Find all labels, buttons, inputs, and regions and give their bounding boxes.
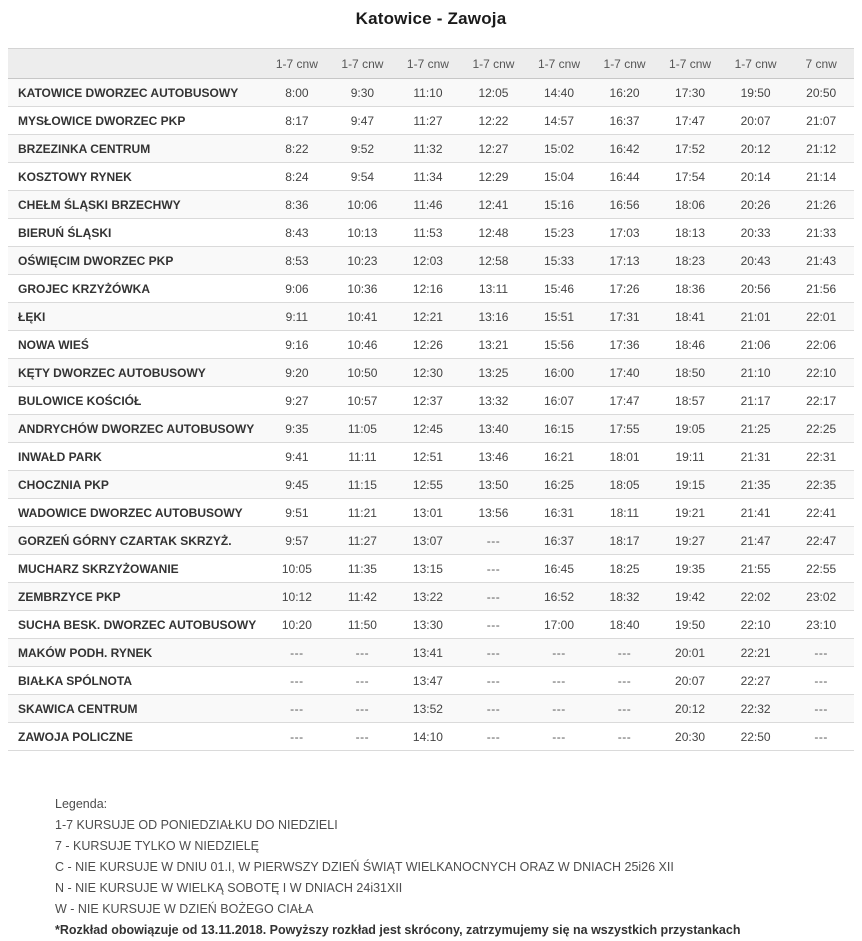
time-cell: 18:57 (675, 393, 706, 408)
time-cell: 13:56 (478, 505, 509, 520)
stop-name-cell: MYSŁOWICE DWORZEC PKP (18, 113, 186, 128)
time-cell: 22:55 (806, 561, 837, 576)
time-cell: 11:50 (347, 617, 377, 632)
stop-name-cell: GORZEŃ GÓRNY CZARTAK SKRZYŻ. (18, 533, 232, 548)
timetable-head (8, 49, 854, 79)
time-cell: 8:00 (285, 85, 309, 100)
stop-name-cell: KOSZTOWY RYNEK (18, 169, 132, 184)
table-row (8, 303, 854, 331)
time-cell: 18:01 (609, 449, 640, 464)
time-cell: 8:53 (285, 253, 309, 268)
stop-name-cell: OŚWIĘCIM DWORZEC PKP (18, 253, 174, 268)
time-cell: 21:47 (740, 533, 771, 548)
column-header: 1-7 cnw (461, 49, 527, 79)
time-cell: 21:12 (806, 141, 837, 156)
stop-name-cell: SUCHA BESK. DWORZEC AUTOBUSOWY (18, 617, 257, 632)
table-row (8, 331, 854, 359)
time-cell: 11:32 (413, 141, 443, 156)
time-cell: 13:21 (478, 337, 509, 352)
table-row (8, 107, 854, 135)
stop-name-cell: MUCHARZ SKRZYŻOWANIE (18, 561, 179, 576)
time-cell: 12:48 (478, 225, 509, 240)
legend-lines (55, 815, 862, 920)
time-cell: 19:21 (675, 505, 706, 520)
time-cell: 14:57 (543, 113, 575, 128)
no-service-cell: --- (552, 645, 566, 660)
time-cell: 20:26 (740, 197, 771, 212)
time-cell: 11:46 (413, 197, 443, 212)
no-service-cell: --- (617, 673, 632, 688)
table-row (8, 79, 854, 107)
legend (55, 794, 862, 941)
time-cell: 18:40 (609, 617, 640, 632)
time-cell: 11:10 (413, 85, 443, 100)
time-cell: 11:53 (413, 225, 443, 240)
table-row (8, 415, 854, 443)
time-cell: 22:41 (806, 505, 837, 520)
time-cell: 18:41 (675, 309, 706, 324)
time-cell: 17:52 (675, 141, 706, 156)
stop-name-cell: INWAŁD PARK (18, 449, 102, 464)
column-header: 1-7 cnw (264, 49, 330, 79)
time-cell: 15:56 (543, 337, 575, 352)
time-cell: 18:32 (609, 589, 640, 604)
time-cell: 12:21 (412, 309, 443, 324)
time-cell: 15:33 (543, 253, 575, 268)
time-cell: 17:03 (609, 225, 640, 240)
no-service-cell: --- (290, 673, 304, 688)
time-cell: 15:04 (543, 169, 575, 184)
time-cell: 12:45 (412, 421, 443, 436)
time-cell: 10:46 (347, 337, 378, 352)
time-cell: 12:03 (412, 253, 443, 268)
timetable (8, 48, 854, 751)
no-service-cell: --- (290, 729, 304, 744)
time-cell: 16:37 (543, 533, 575, 548)
time-cell: 17:30 (675, 85, 706, 100)
time-cell: 11:05 (347, 421, 377, 436)
table-row (8, 219, 854, 247)
time-cell: 22:35 (806, 477, 837, 492)
no-service-cell: --- (814, 673, 828, 688)
time-cell: 18:25 (609, 561, 640, 576)
legend-line: W - NIE KURSUJE W DZIEŃ BOŻEGO CIAŁA (55, 902, 314, 916)
time-cell: 20:43 (740, 253, 771, 268)
no-service-cell: --- (552, 673, 566, 688)
time-cell: 21:35 (740, 477, 771, 492)
time-cell: 11:15 (347, 477, 377, 492)
stop-name-cell: BRZEZINKA CENTRUM (18, 141, 151, 156)
table-row (8, 163, 854, 191)
time-cell: 16:20 (609, 85, 640, 100)
stop-name-cell: CHEŁM ŚLĄSKI BRZECHWY (18, 197, 181, 212)
no-service-cell: --- (355, 673, 370, 688)
time-cell: 18:46 (675, 337, 706, 352)
time-cell: 13:25 (478, 365, 509, 380)
time-cell: 18:17 (609, 533, 640, 548)
time-cell: 20:56 (740, 281, 771, 296)
no-service-cell: --- (355, 729, 370, 744)
time-cell: 15:46 (543, 281, 575, 296)
time-cell: 21:17 (740, 393, 771, 408)
time-cell: 21:01 (740, 309, 771, 324)
stop-column-header (8, 49, 264, 79)
table-row (8, 499, 854, 527)
no-service-cell: --- (290, 645, 304, 660)
stop-name-cell: CHOCZNIA PKP (18, 477, 109, 492)
no-service-cell: --- (552, 729, 566, 744)
time-cell: 13:46 (478, 449, 509, 464)
time-cell: 16:25 (543, 477, 575, 492)
time-cell: 14:10 (412, 729, 443, 744)
no-service-cell: --- (486, 533, 501, 548)
stop-name-cell: ŁĘKI (18, 309, 46, 324)
table-row (8, 723, 854, 751)
time-cell: 9:51 (285, 505, 309, 520)
no-service-cell: --- (486, 673, 501, 688)
table-row (8, 191, 854, 219)
table-row (8, 387, 854, 415)
time-cell: 9:30 (350, 85, 375, 100)
time-cell: 20:01 (675, 645, 706, 660)
time-cell: 18:06 (675, 197, 706, 212)
time-cell: 9:54 (350, 169, 375, 184)
no-service-cell: --- (617, 729, 632, 744)
time-cell: 11:11 (348, 449, 377, 464)
time-cell: 18:36 (675, 281, 706, 296)
time-cell: 10:06 (347, 197, 378, 212)
time-cell: 19:27 (675, 533, 706, 548)
time-cell: 11:35 (347, 561, 377, 576)
time-cell: 15:23 (543, 225, 575, 240)
time-cell: 9:47 (350, 113, 375, 128)
time-cell: 13:47 (412, 673, 443, 688)
table-row (8, 471, 854, 499)
time-cell: 22:25 (806, 421, 837, 436)
stop-name-cell: BIERUŃ ŚLĄSKI (18, 225, 112, 240)
time-cell: 22:47 (806, 533, 837, 548)
legend-heading: Legenda: (55, 797, 108, 811)
no-service-cell: --- (486, 645, 501, 660)
time-cell: 22:17 (806, 393, 837, 408)
table-row (8, 695, 854, 723)
time-cell: 10:50 (347, 365, 378, 380)
time-cell: 8:36 (285, 197, 309, 212)
timetable-body (8, 79, 854, 751)
time-cell: 17:26 (609, 281, 640, 296)
time-cell: 10:36 (347, 281, 378, 296)
column-header: 1-7 cnw (723, 49, 789, 79)
legend-note: *Rozkład obowiązuje od 13.11.2018. Powyższy rozkład jest skrócony, zatrzymujemy się na wszystkich przystankach (55, 923, 741, 937)
time-cell: 13:15 (412, 561, 443, 576)
no-service-cell: --- (486, 589, 501, 604)
time-cell: 13:22 (412, 589, 443, 604)
table-row (8, 611, 854, 639)
time-cell: 16:15 (543, 421, 575, 436)
time-cell: 15:51 (543, 309, 575, 324)
time-cell: 10:23 (347, 253, 378, 268)
stop-name-cell: NOWA WIEŚ (18, 337, 89, 352)
time-cell: 16:21 (543, 449, 575, 464)
time-cell: 12:51 (412, 449, 443, 464)
time-cell: 9:06 (285, 281, 309, 296)
time-cell: 11:27 (413, 113, 443, 128)
column-header: 7 cnw (788, 49, 854, 79)
time-cell: 12:55 (412, 477, 443, 492)
legend-line: C - NIE KURSUJE W DNIU 01.I, W PIERWSZY DZIEŃ ŚWIĄT WIELKANOCNYCH ORAZ W DNIACH 25i26 XII (55, 860, 674, 874)
stop-name-cell: KĘTY DWORZEC AUTOBUSOWY (18, 365, 206, 380)
stop-name-cell: WADOWICE DWORZEC AUTOBUSOWY (18, 505, 243, 520)
table-row (8, 639, 854, 667)
no-service-cell: --- (355, 645, 370, 660)
column-header: 1-7 cnw (657, 49, 723, 79)
time-cell: 13:01 (412, 505, 443, 520)
no-service-cell: --- (617, 645, 632, 660)
time-cell: 8:24 (285, 169, 309, 184)
time-cell: 17:40 (609, 365, 640, 380)
time-cell: 21:25 (740, 421, 771, 436)
table-row (8, 247, 854, 275)
time-cell: 9:45 (285, 477, 309, 492)
time-cell: 10:41 (347, 309, 378, 324)
time-cell: 17:31 (609, 309, 640, 324)
time-cell: 21:56 (806, 281, 837, 296)
time-cell: 22:50 (740, 729, 771, 744)
time-cell: 22:32 (740, 701, 771, 716)
time-cell: 14:40 (543, 85, 575, 100)
legend-line: 7 - KURSUJE TYLKO W NIEDZIELĘ (55, 839, 259, 853)
time-cell: 21:31 (740, 449, 771, 464)
time-cell: 15:02 (543, 141, 575, 156)
time-cell: 11:42 (347, 589, 377, 604)
stop-name-cell: ANDRYCHÓW DWORZEC AUTOBUSOWY (18, 421, 255, 436)
time-cell: 20:07 (740, 113, 771, 128)
time-cell: 22:27 (740, 673, 771, 688)
time-cell: 11:34 (413, 169, 443, 184)
time-cell: 21:26 (806, 197, 837, 212)
time-cell: 20:50 (806, 85, 837, 100)
time-cell: 12:41 (478, 197, 509, 212)
time-cell: 13:30 (412, 617, 443, 632)
time-cell: 12:30 (412, 365, 443, 380)
time-cell: 16:44 (609, 169, 640, 184)
no-service-cell: --- (552, 701, 566, 716)
stop-name-cell: GROJEC KRZYŻÓWKA (18, 281, 150, 296)
column-header: 1-7 cnw (526, 49, 592, 79)
time-cell: 13:52 (412, 701, 443, 716)
time-cell: 22:01 (806, 309, 837, 324)
no-service-cell: --- (814, 701, 828, 716)
column-header: 1-7 cnw (395, 49, 461, 79)
time-cell: 10:20 (281, 617, 312, 632)
time-cell: 9:52 (350, 141, 375, 156)
time-cell: 10:05 (281, 561, 312, 576)
time-cell: 20:14 (740, 169, 771, 184)
time-cell: 10:12 (281, 589, 312, 604)
time-cell: 13:11 (478, 281, 509, 296)
time-cell: 22:21 (740, 645, 771, 660)
time-cell: 16:52 (543, 589, 575, 604)
time-cell: 17:47 (675, 113, 706, 128)
stop-name-cell: BULOWICE KOŚCIÓŁ (18, 393, 142, 408)
time-cell: 17:55 (609, 421, 640, 436)
time-cell: 8:17 (285, 113, 309, 128)
time-cell: 12:29 (478, 169, 509, 184)
time-cell: 19:35 (675, 561, 706, 576)
time-cell: 21:33 (806, 225, 837, 240)
no-service-cell: --- (617, 701, 632, 716)
table-row (8, 135, 854, 163)
table-row (8, 527, 854, 555)
time-cell: 17:00 (543, 617, 575, 632)
time-cell: 12:26 (412, 337, 443, 352)
time-cell: 21:55 (740, 561, 771, 576)
time-cell: 16:42 (609, 141, 640, 156)
time-cell: 20:30 (675, 729, 706, 744)
time-cell: 21:14 (806, 169, 837, 184)
stop-name-cell: MAKÓW PODH. RYNEK (18, 645, 153, 660)
time-cell: 16:00 (543, 365, 575, 380)
time-cell: 23:10 (806, 617, 837, 632)
time-cell: 22:10 (806, 365, 837, 380)
time-cell: 18:11 (609, 505, 640, 520)
time-cell: 16:56 (609, 197, 640, 212)
table-row (8, 443, 854, 471)
time-cell: 11:27 (347, 533, 377, 548)
no-service-cell: --- (355, 701, 370, 716)
time-cell: 21:41 (740, 505, 771, 520)
time-cell: 22:06 (806, 337, 837, 352)
time-cell: 18:13 (675, 225, 706, 240)
time-cell: 17:13 (609, 253, 640, 268)
header-row (8, 49, 854, 79)
time-cell: 9:20 (285, 365, 309, 380)
no-service-cell: --- (486, 561, 501, 576)
time-cell: 23:02 (806, 589, 837, 604)
time-cell: 19:50 (740, 85, 771, 100)
no-service-cell: --- (290, 701, 304, 716)
time-cell: 13:41 (412, 645, 443, 660)
time-cell: 9:11 (285, 309, 309, 324)
time-cell: 20:33 (740, 225, 771, 240)
time-cell: 20:12 (740, 141, 771, 156)
time-cell: 12:27 (478, 141, 509, 156)
time-cell: 8:22 (285, 141, 309, 156)
time-cell: 20:12 (675, 701, 706, 716)
table-row (8, 359, 854, 387)
table-row (8, 583, 854, 611)
column-header: 1-7 cnw (592, 49, 658, 79)
time-cell: 16:31 (543, 505, 575, 520)
time-cell: 16:45 (543, 561, 575, 576)
time-cell: 9:27 (285, 393, 309, 408)
time-cell: 12:37 (412, 393, 443, 408)
time-cell: 21:10 (740, 365, 771, 380)
page-title: Katowice - Zawoja (355, 9, 507, 28)
no-service-cell: --- (486, 729, 501, 744)
time-cell: 11:21 (347, 505, 377, 520)
time-cell: 13:32 (478, 393, 509, 408)
legend-line: N - NIE KURSUJE W WIELKĄ SOBOTĘ I W DNIACH 24i31XII (55, 881, 403, 895)
time-cell: 17:54 (675, 169, 706, 184)
time-cell: 13:40 (478, 421, 509, 436)
time-cell: 19:50 (675, 617, 706, 632)
time-cell: 17:47 (609, 393, 640, 408)
time-cell: 19:42 (675, 589, 706, 604)
stop-name-cell: ZAWOJA POLICZNE (18, 729, 133, 744)
time-cell: 22:31 (806, 449, 837, 464)
time-cell: 16:37 (609, 113, 640, 128)
time-cell: 12:05 (478, 85, 509, 100)
time-cell: 17:36 (609, 337, 640, 352)
stop-name-cell: BIAŁKA SPÓLNOTA (18, 673, 132, 688)
no-service-cell: --- (814, 729, 828, 744)
time-cell: 19:15 (675, 477, 706, 492)
time-cell: 20:07 (675, 673, 706, 688)
time-cell: 15:16 (543, 197, 575, 212)
time-cell: 16:07 (543, 393, 575, 408)
time-cell: 10:57 (347, 393, 378, 408)
time-cell: 13:16 (478, 309, 509, 324)
column-header: 1-7 cnw (330, 49, 396, 79)
stop-name-cell: KATOWICE DWORZEC AUTOBUSOWY (18, 85, 239, 100)
no-service-cell: --- (814, 645, 828, 660)
table-row (8, 667, 854, 695)
no-service-cell: --- (486, 617, 501, 632)
time-cell: 9:41 (285, 449, 309, 464)
time-cell: 18:23 (675, 253, 706, 268)
time-cell: 12:16 (412, 281, 443, 296)
time-cell: 18:50 (675, 365, 706, 380)
no-service-cell: --- (486, 701, 501, 716)
time-cell: 9:57 (285, 533, 309, 548)
time-cell: 13:07 (412, 533, 443, 548)
stop-name-cell: SKAWICA CENTRUM (18, 701, 138, 716)
time-cell: 12:58 (478, 253, 509, 268)
time-cell: 22:10 (740, 617, 771, 632)
time-cell: 12:22 (478, 113, 509, 128)
table-row (8, 275, 854, 303)
time-cell: 8:43 (285, 225, 309, 240)
time-cell: 21:07 (806, 113, 837, 128)
stop-name-cell: ZEMBRZYCE PKP (18, 589, 121, 604)
time-cell: 18:05 (609, 477, 640, 492)
time-cell: 9:35 (285, 421, 309, 436)
legend-line: 1-7 KURSUJE OD PONIEDZIAŁKU DO NIEDZIELI (55, 818, 338, 832)
time-cell: 22:02 (740, 589, 771, 604)
time-cell: 9:16 (285, 337, 309, 352)
table-row (8, 555, 854, 583)
time-cell: 10:13 (347, 225, 378, 240)
time-cell: 13:50 (478, 477, 509, 492)
time-cell: 19:05 (675, 421, 706, 436)
time-cell: 19:11 (675, 449, 705, 464)
time-cell: 21:06 (740, 337, 771, 352)
time-cell: 21:43 (806, 253, 837, 268)
